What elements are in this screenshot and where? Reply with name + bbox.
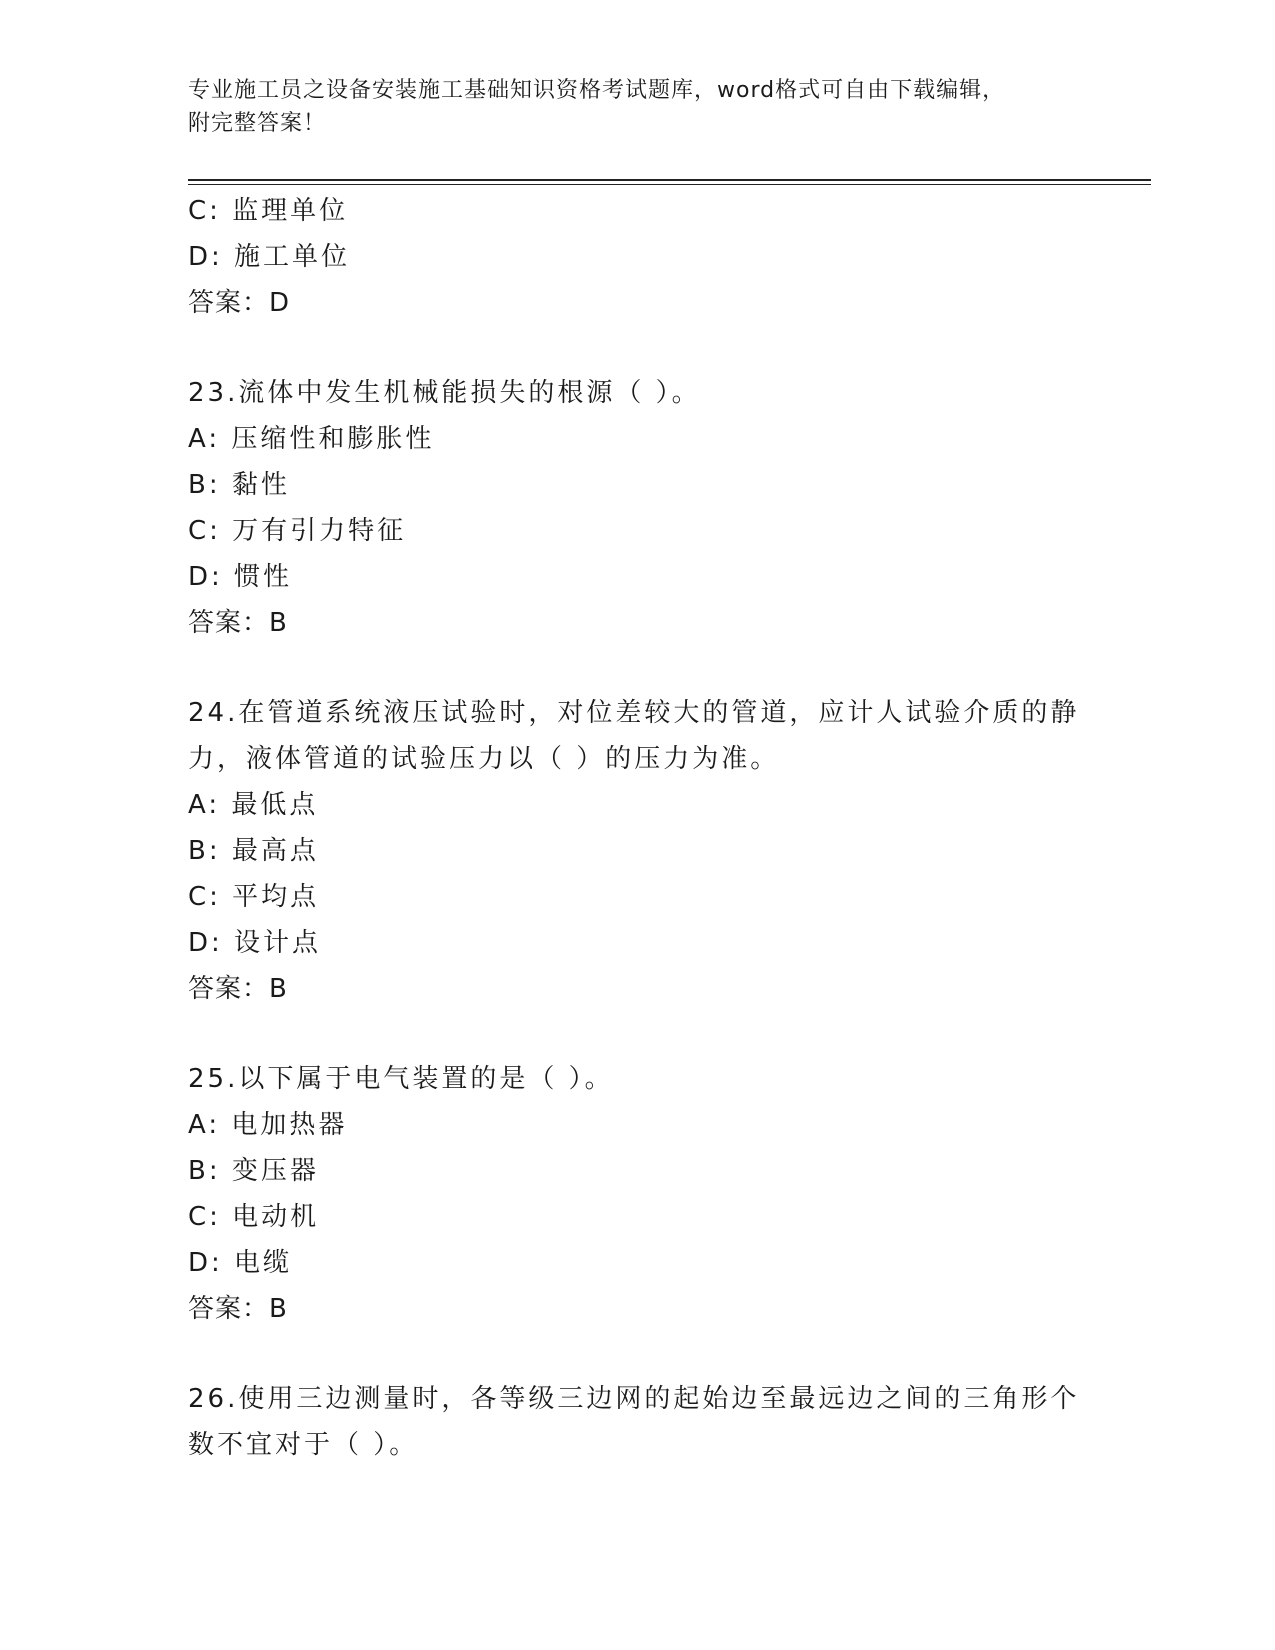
question-text: 26.使用三边测量时，各等级三边网的起始边至最远边之间的三角形个	[188, 1384, 1080, 1414]
question-block	[188, 1376, 1088, 1468]
answer-option: D: 惯性	[188, 562, 293, 592]
answer-option: D: 电缆	[188, 1248, 293, 1278]
answer-key: 答案：B	[188, 608, 288, 638]
document-header	[188, 74, 1088, 140]
question-block	[188, 1056, 1088, 1332]
answer-option: A: 压缩性和膨胀性	[188, 424, 435, 454]
question-text: 25.以下属于电气装置的是（ ）。	[188, 1064, 614, 1094]
question-list	[188, 188, 1088, 1468]
answer-option: C: 平均点	[188, 882, 320, 912]
answer-key: 答案：D	[188, 288, 291, 318]
question-text: 力，液体管道的试验压力以（ ）的压力为准。	[188, 744, 780, 774]
answer-option: B: 最高点	[188, 836, 319, 866]
answer-option: A: 最低点	[188, 790, 319, 820]
block-spacer	[188, 1012, 1088, 1056]
answer-option: C: 万有引力特征	[188, 516, 407, 546]
block-spacer	[188, 326, 1088, 370]
answer-option: D: 设计点	[188, 928, 322, 958]
header-divider	[188, 179, 1151, 181]
question-block	[188, 370, 1088, 646]
question-block	[188, 188, 1088, 326]
question-block	[188, 690, 1088, 1012]
question-text: 数不宜对于（ ）。	[188, 1430, 419, 1460]
header-line-1: 专业施工员之设备安装施工基础知识资格考试题库，word格式可自由下载编辑，	[188, 78, 1006, 103]
answer-option: B: 黏性	[188, 470, 290, 500]
answer-option: B: 变压器	[188, 1156, 319, 1186]
block-spacer	[188, 646, 1088, 690]
question-text: 23.流体中发生机械能损失的根源（ ）。	[188, 378, 701, 408]
answer-option: C: 监理单位	[188, 196, 349, 226]
header-divider-thin	[188, 184, 1151, 185]
header-line-2: 附完整答案！	[188, 111, 327, 136]
block-spacer	[188, 1332, 1088, 1376]
answer-key: 答案：B	[188, 1294, 288, 1324]
answer-option: A: 电加热器	[188, 1110, 348, 1140]
answer-key: 答案：B	[188, 974, 288, 1004]
answer-option: D: 施工单位	[188, 242, 351, 272]
answer-option: C: 电动机	[188, 1202, 320, 1232]
question-text: 24.在管道系统液压试验时，对位差较大的管道，应计人试验介质的静	[188, 698, 1080, 728]
